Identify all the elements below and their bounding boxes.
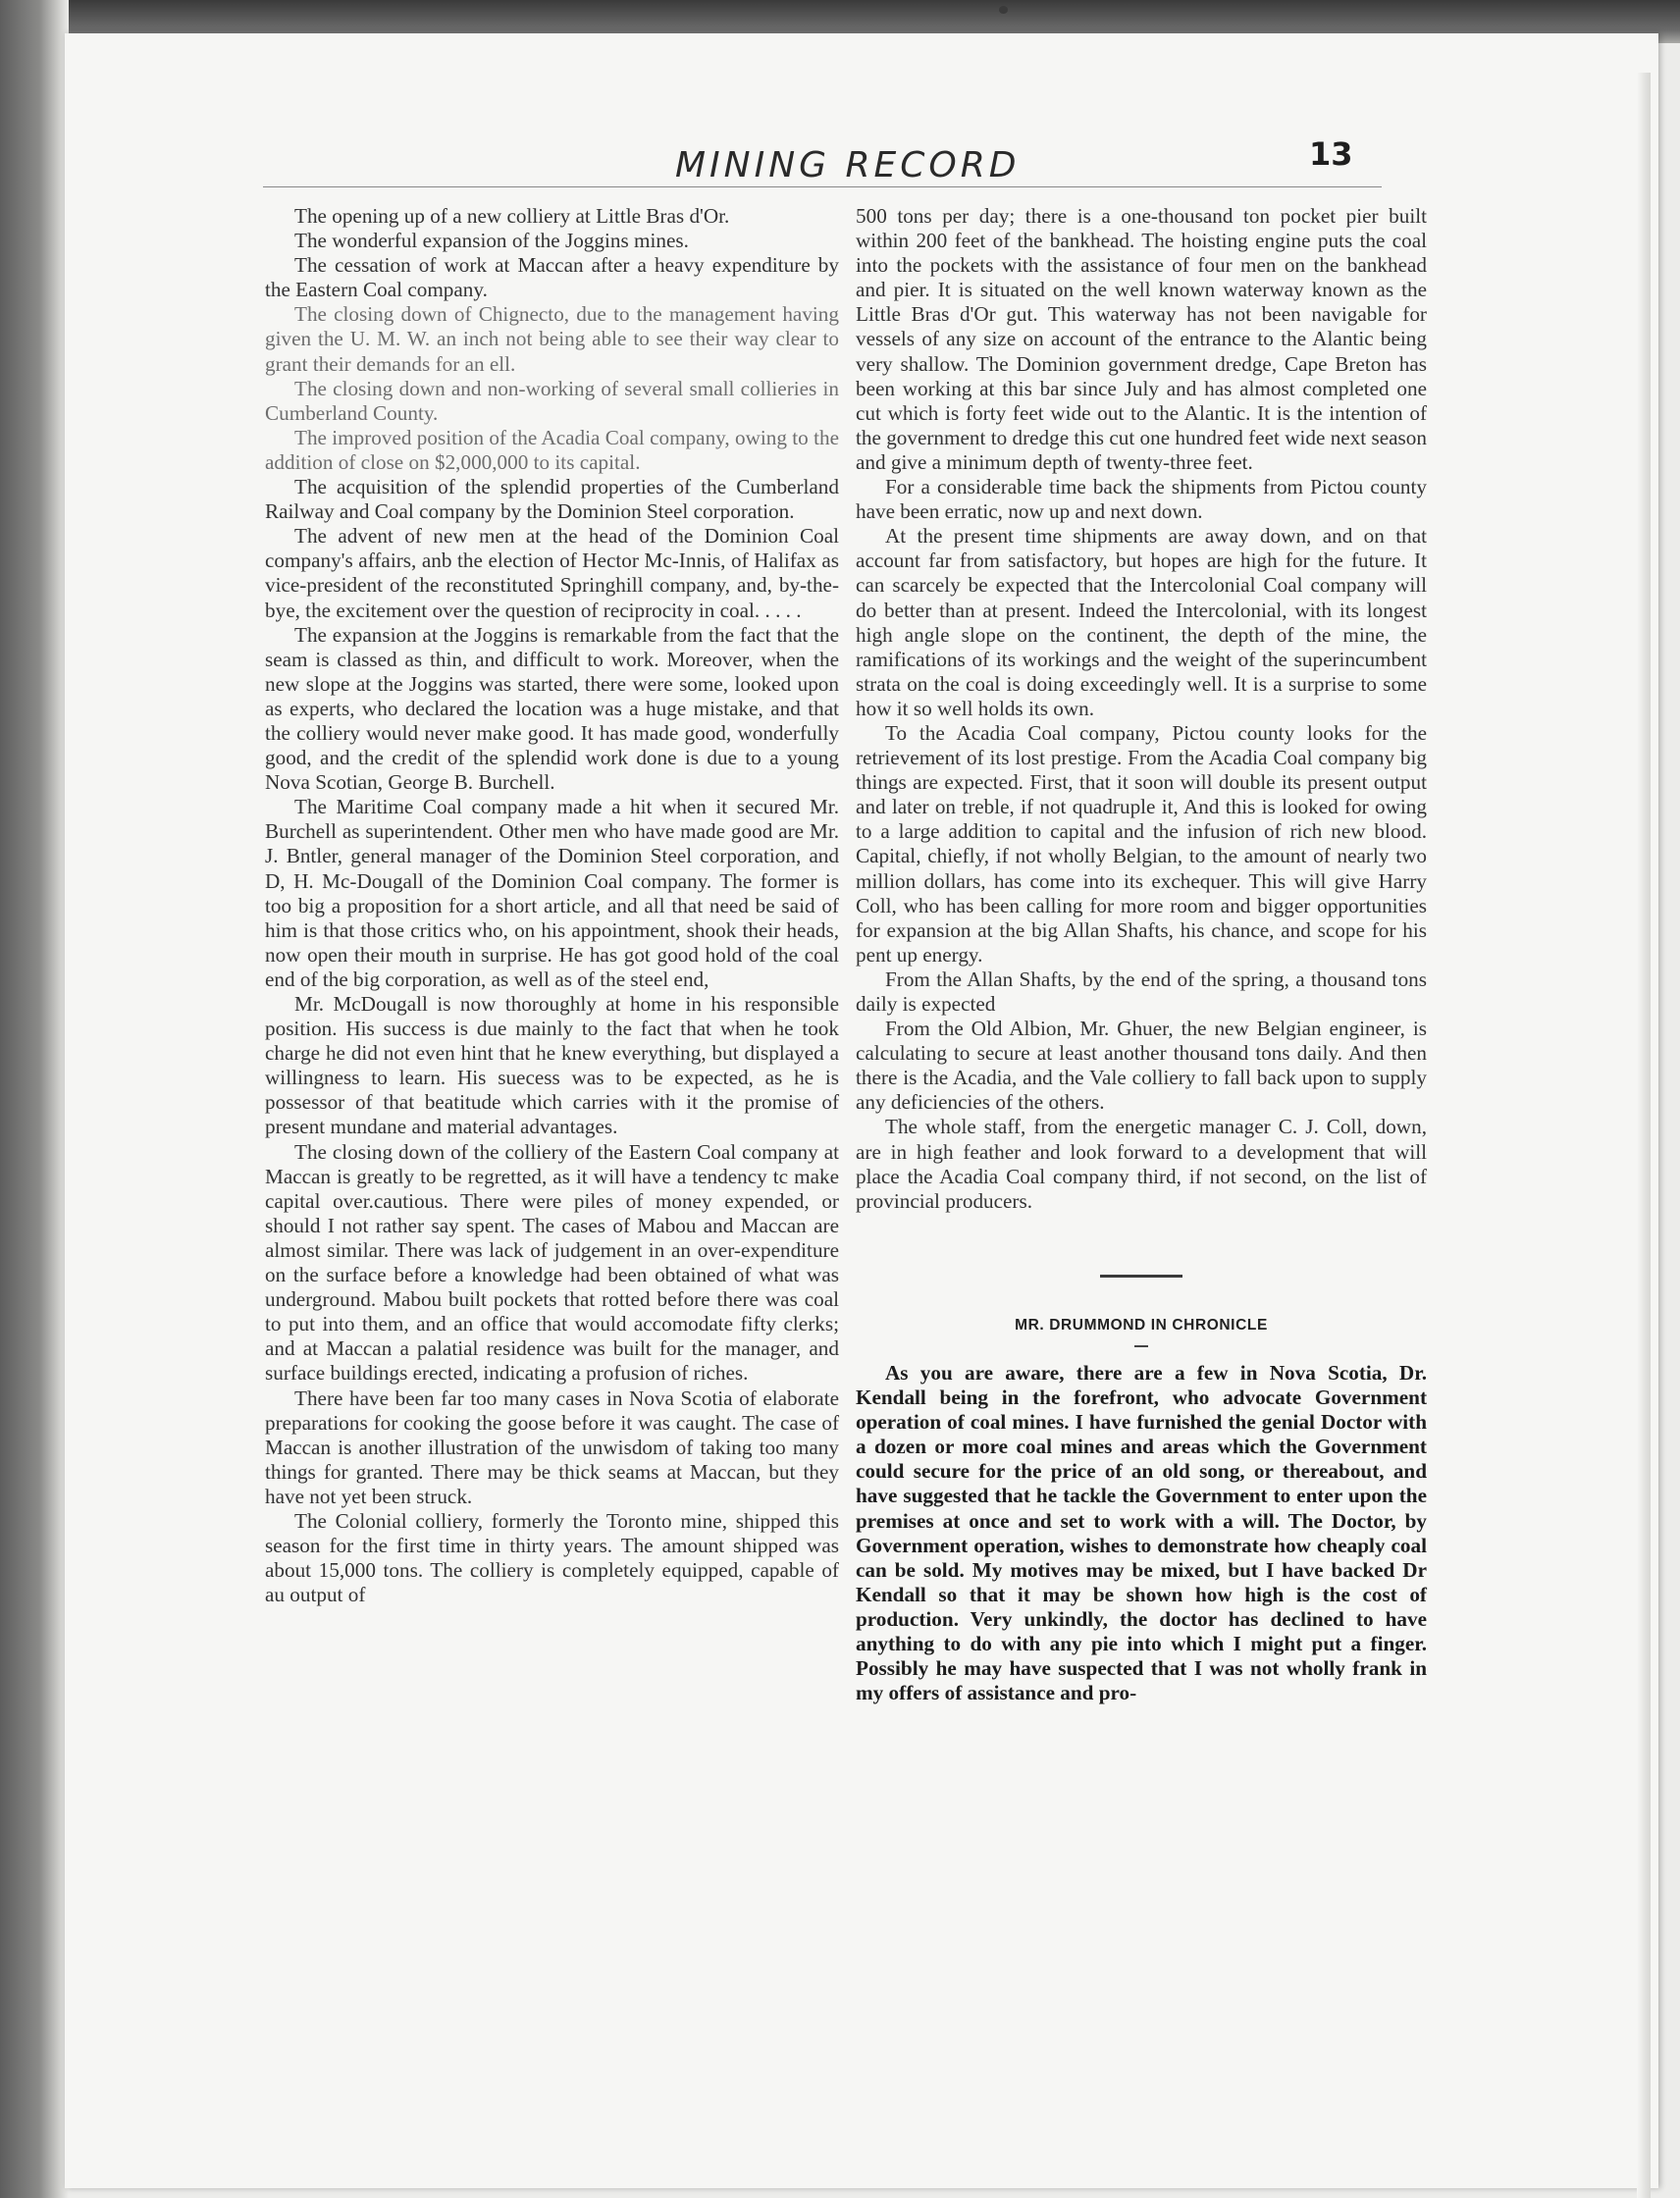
article-paragraph: The Maritime Coal company made a hit when it secured Mr. Burchell as superintendent. Other men who have made good are Mr. J. Bntler, general manager of the Dominion Steel corporation, and D, H. Mc-Dougall of the Dominion Coal company. The former is too big a proposition for a short article, and all that need be said of him is that those critics who, on his appointment, shook their heads, now open their mouth in surprise. He has got good hold of the coal end of the big corporation, as well as of the steel end,	[265, 795, 839, 991]
article-paragraph: The whole staff, from the energetic manager C. J. Coll, down, are in high feather and look forward to a development that will place the Acadia Coal company third, if not second, on the list of provincial producers.	[856, 1115, 1427, 1213]
article-paragraph: There have been far too many cases in Nova Scotia of elaborate preparations for cooking the goose before it was caught. The case of Maccan is another illustration of the unwisdom of taking too many things for granted. There may be thick seams at Maccan, but they have not yet been struck.	[265, 1386, 839, 1508]
right-column	[856, 204, 1427, 1705]
article-paragraph: The improved position of the Acadia Coal company, owing to the addition of close on $2,000,000 to its capital.	[265, 425, 839, 474]
article-paragraph: The opening up of a new colliery at Little Bras d'Or.	[294, 204, 730, 228]
page-edge	[1637, 73, 1651, 2198]
left-column	[265, 204, 839, 1607]
article-paragraph: The cessation of work at Maccan after a heavy expenditure by the Eastern Coal company.	[265, 253, 839, 302]
binding-shadow	[0, 0, 69, 2198]
article-paragraph: The Colonial colliery, formerly the Toronto mine, shipped this season for the first time in thirty years. The amount shipped was about 15,000 tons. The colliery is completely equipped, capable of au output of	[265, 1508, 839, 1607]
section-paragraph: As you are aware, there are a few in Nova Scotia, Dr. Kendall being in the forefront, who advocate Government operation of coal mines. I have furnished the genial Doctor with a dozen or more coal mines and areas which the Government could secure for the price of an old song, or thereabout, and have suggested that he tackle the Government to enter upon the premises at once and set to work with a will. The Doctor, by Government operation, wishes to demonstrate how cheaply coal can be sold. My motives may be mixed, but I have backed Dr Kendall so that it may be shown how high is the cost of production. Very unkindly, the doctor has declined to have anything to do with any pie into which I might put a finger. Possibly he may have suspected that I was not wholly frank in my offers of assistance and pro-	[856, 1360, 1427, 1705]
publication-title: MINING RECORD	[675, 145, 1021, 185]
article-paragraph: For a considerable time back the shipments from Pictou county have been erratic, now up and next down.	[856, 475, 1427, 524]
article-paragraph: At the present time shipments are away down, and on that account far from satisfactory, but hopes are high for the future. It can scarcely be expected that the Intercolonial Coal company will do better than at present. Indeed the Intercolonial, with its longest high angle slope on the continent, the depth of the mine, the ramifications of its workings and the weight of the superincumbent strata on the coal is doing exceedingly well. It is a surprise to some how it so well holds its own.	[856, 524, 1427, 720]
article-paragraph: The closing down of the colliery of the Eastern Coal company at Maccan is greatly to be regretted, as it will have a tendency tc make capital over.cautious. There were piles of money expended, or should I not rather say spent. The cases of Mabou and Maccan are almost similar. There was lack of judgement in an over-expenditure on the surface before a knowledge had been obtained of what was underground. Mabou built pockets that rotted before there was coal to put into them, and an office that would accomodate fifty clerks; and at Maccan a palatial residence was built for the manager, and surface buildings erected, indicating a profusion of riches.	[265, 1139, 839, 1386]
heading-dash	[1134, 1345, 1148, 1347]
section-heading: MR. DRUMMOND IN CHRONICLE	[1015, 1316, 1268, 1334]
dust-speck	[999, 6, 1008, 14]
article-paragraph: The closing down of Chignecto, due to the management having given the U. M. W. an inch not being able to see their way clear to grant their demands for an ell.	[265, 302, 839, 376]
page-number: 13	[1309, 135, 1353, 173]
article-paragraph: To the Acadia Coal company, Pictou county looks for the retrievement of its lost prestige. From the Acadia Coal company big things are expected. First, that it soon will double its present output and later on treble, if not quadruple it, And this is looked for owing to a large addition to capital and the infusion of rich new blood. Capital, chiefly, if not wholly Belgian, to the amount of nearly two million dollars, has come into its exchequer. This will give Harry Coll, who has been calling for more room and bigger opportunities for expansion at the big Allan Shafts, his chance, and scope for his pent up energy.	[856, 720, 1427, 967]
article-paragraph: Mr. McDougall is now thoroughly at home in his responsible position. His success is due mainly to the fact that when he took charge he did not even hint that he knew everything, but displayed a willingness to learn. His suecess was to be expected, as he is possessor of that beatitude which carries with it the promise of present mundane and material advantages.	[265, 992, 839, 1139]
article-paragraph: The closing down and non-working of several small collieries in Cumberland County.	[265, 376, 839, 425]
article-paragraph: The acquisition of the splendid properties of the Cumberland Railway and Coal company by the Dominion Steel corporation.	[265, 475, 839, 524]
article-paragraph: The wonderful expansion of the Joggins mines.	[294, 229, 689, 253]
article-paragraph: From the Old Albion, Mr. Ghuer, the new Belgian engineer, is calculating to secure at least another thousand tons daily. And then there is the Acadia, and the Vale colliery to fall back upon to supply any deficiencies of the others.	[856, 1017, 1427, 1115]
section-divider	[1100, 1275, 1182, 1278]
article-paragraph: The expansion at the Joggins is remarkable from the fact that the seam is classed as thin, and difficult to work. Moreover, when the new slope at the Joggins was started, there were some, looked upon as experts, who declared the location was a huge mistake, and that the colliery would never make good. It has made good, wonderfully good, and the credit of the splendid work done is due to a young Nova Scotian, George B. Burchell.	[265, 622, 839, 795]
article-paragraph: The advent of new men at the head of the Dominion Coal company's affairs, anb the election of Hector Mc-Innis, of Halifax as vice-president of the reconstituted Springhill company, and, by-the-bye, the excitement over the question of reciprocity in coal. . . . .	[265, 524, 839, 622]
masthead	[263, 135, 1382, 187]
article-paragraph: From the Allan Shafts, by the end of the spring, a thousand tons daily is expected	[856, 967, 1427, 1016]
article-paragraph: 500 tons per day; there is a one-thousand ton pocket pier built within 200 feet of the bankhead. The hoisting engine puts the coal into the pockets with the assistance of four men on the bankhead and pier. It is situated on the well known waterway known as the Little Bras d'Or gut. This waterway has not been navigable for vessels of any size on account of the entrance to the Alantic being very shallow. The Dominion government dredge, Cape Breton has been working at this bar since July and has almost completed one cut which is forty feet wide out to the Alantic. It is the intention of the government to dredge this cut one hundred feet wide next season and give a minimum depth of twenty-three feet.	[856, 204, 1427, 474]
